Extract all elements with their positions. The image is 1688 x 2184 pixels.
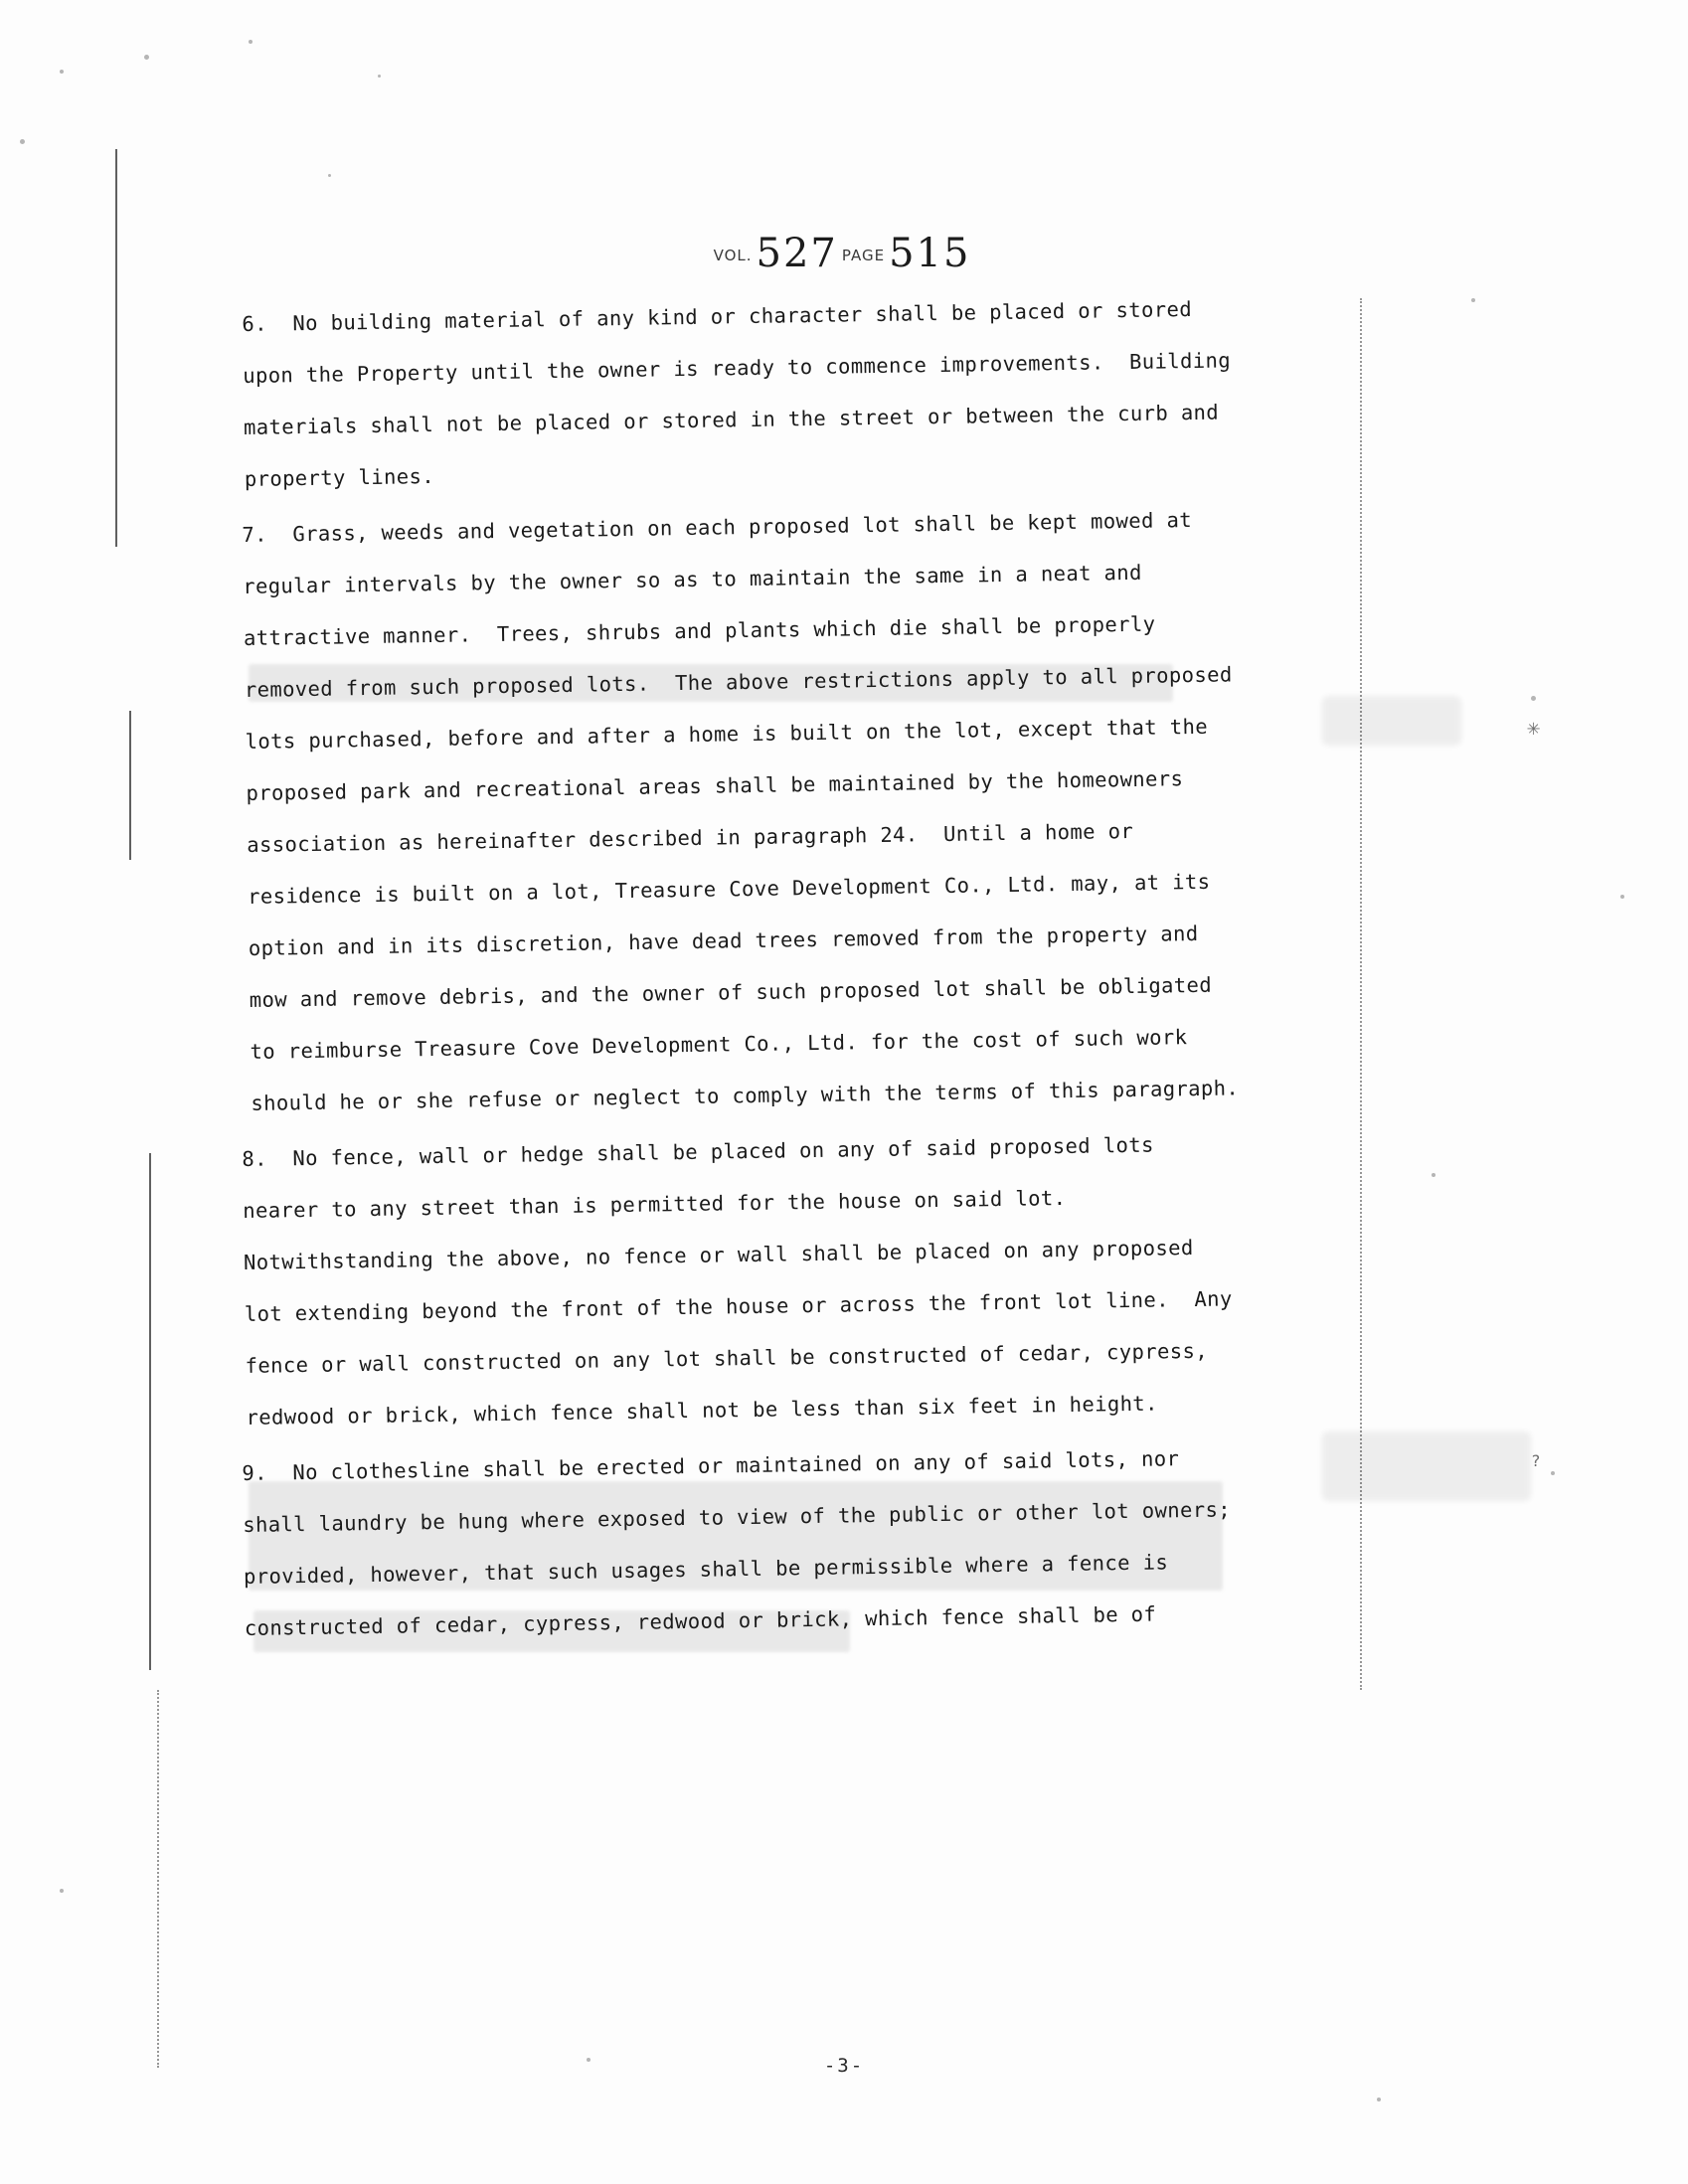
scan-speckle <box>144 55 149 60</box>
scan-speckle <box>60 1889 64 1893</box>
scan-artifact-mark: ? <box>1531 1451 1541 1470</box>
paragraph-7: 7. Grass, weeds and vegetation on each proposed lot shall be kept mowed at regular intervals by the owner so as to maintain the same in a neat and attractive manner. Trees, shrubs and plants which die shall be properly removed from such proposed lots. The above restrictions apply to all proposed lots purchased, before and after a home is built on the lot, except that the proposed park and recreational areas shall be maintained by the homeowners association as hereinafter described in paragraph 24. Until a home or residence is built on a lot, Treasure Cove Development Co., Ltd. may, at its option and in its discretion, have dead trees removed from the property and mow and remove debris, and the owner of such proposed lot shall be obligated to reimburse Treasure Cove Development Co., Ltd. for the cost of such work should he or she refuse or neglect to comply with the terms of this paragraph. <box>242 507 1246 1115</box>
scan-speckle <box>249 40 253 44</box>
page-footer-number: -3- <box>823 2055 865 2077</box>
scan-speckle <box>20 139 25 144</box>
scan-speckle <box>1620 895 1624 899</box>
scan-artifact-vertical-rule-left-3 <box>149 1153 151 1670</box>
scan-speckle <box>328 174 331 177</box>
scan-speckle <box>1377 2098 1381 2101</box>
paragraph-6: 6. No building material of any kind or character shall be placed or stored upon the Property until the owner is ready to commence improvements. Building materials shall not be placed or stored in the street or between the curb and property lines. <box>242 296 1244 491</box>
page-label: PAGE <box>841 247 886 264</box>
scan-smudge <box>1322 1431 1531 1501</box>
scan-speckle <box>378 75 381 78</box>
scan-speckle <box>60 70 64 74</box>
scan-smudge <box>1322 696 1461 746</box>
paragraph-9: 9. No clothesline shall be erected or maintained on any of said lots, nor shall laundry be hung where exposed to view of the public or other lot owners; provided, however, that such usages shall be permissible where a fence is constructed of cedar, cypress, redwood or brick, which fence shall be of <box>242 1445 1244 1640</box>
scan-artifact-asterisk: ✳ <box>1527 716 1541 741</box>
scan-artifact-vertical-rule-left-2 <box>129 711 131 860</box>
volume-page-stamp <box>0 231 1688 276</box>
scan-speckle <box>1432 1173 1435 1177</box>
scan-artifact-vertical-rule-left <box>115 149 117 547</box>
scan-artifact-vertical-rule-left-4 <box>157 1690 159 2068</box>
volume-label: VOL. <box>713 247 753 264</box>
scan-speckle <box>1531 696 1536 701</box>
document-body <box>242 296 1246 1658</box>
scan-speckle <box>1551 1471 1555 1475</box>
page-stamp-number: 515 <box>889 231 971 276</box>
volume-number: 527 <box>756 231 838 276</box>
paragraph-8: 8. No fence, wall or hedge shall be placed on any of said proposed lots nearer to any street than is permitted for the house on said lot. Notwithstanding the above, no fence or wall shall be placed on any proposed lot extending beyond the front of the house or across the front lot line. Any fence or wall constructed on any lot shall be constructed of cedar, cypress, redwood or brick, which fence shall not be less than six feet in height. <box>242 1132 1246 1429</box>
scan-speckle <box>1471 298 1475 302</box>
